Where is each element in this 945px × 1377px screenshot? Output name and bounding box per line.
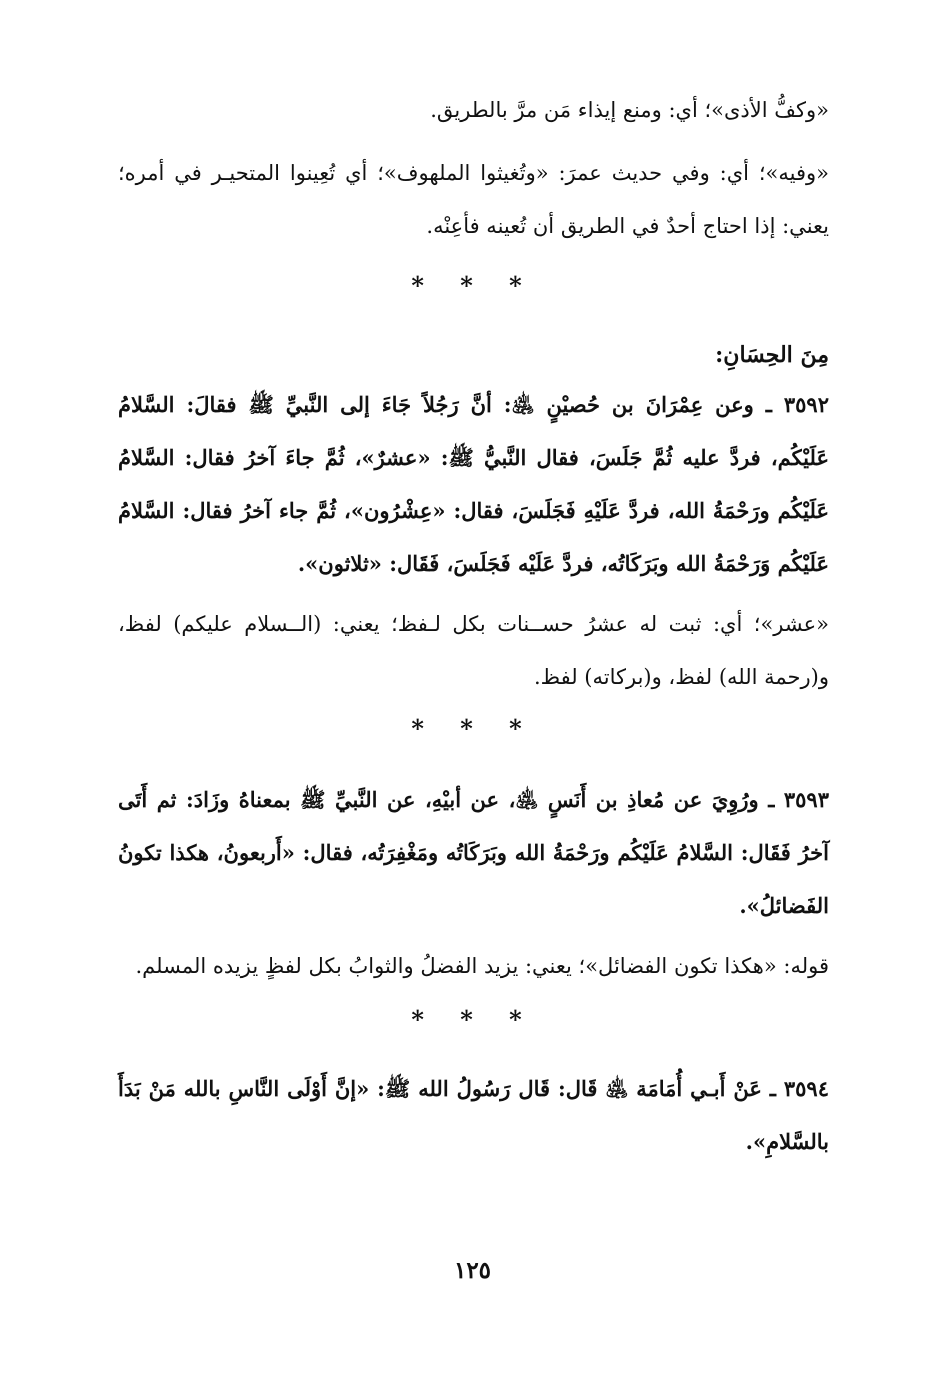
commentary-paragraph: «عشر»؛ أي: ثبت له عشرُ حســنات بكل لـفظ؛ يعني: (الــسلام عليكم) لفظ، و(رحمة الله) لفظ، و(بركاته) لفظ. (118, 612, 829, 689)
section-divider: * * * (411, 271, 536, 300)
section-heading: مِنَ الحِسَانِ: (715, 342, 829, 368)
commentary-paragraph: «وفيه»؛ أي: وفي حديث عمرَ: «وتُغيثوا الملهوف»؛ أي تُعِينوا المتحيـر في أمره؛ يعني: إذا احتاج أحدٌ في الطريق أن تُعينه فأعِنْه. (118, 161, 829, 238)
section-divider: * * * (411, 1005, 536, 1034)
hadith-paragraph: ٣٥٩٢ ـ وعن عِمْرَانَ بن حُصيْنٍ ﵁: أنَّ رَجُلاً جَاءَ إلى النَّبيِّ ﷺ فقالَ: السَّلامُ عَلَيْكُم، فردَّ عليه ثُمَّ جَلَسَ، فقال النَّبيُّ ﷺ: «عشرٌ»، ثُمَّ جاءَ آخرُ فقال: السَّلامُ عَلَيْكُم ورَحْمَةُ الله، فردَّ عَلَيْهِ فَجَلَسَ، فقال: «عِشْرُون»، ثُمَّ جاء آخرُ فقال: السَّلامُ عَلَيْكُم وَرَحْمَةُ الله وبَرَكَاتُه، فردَّ عَلَيْه فَجَلَسَ، فَقَال: «ثلاثون». (118, 392, 829, 576)
commentary-paragraph: «وكفُّ الأذى»؛ أي: ومنع إيذاء مَن مرَّ بالطريق. (430, 98, 829, 122)
page-number: ١٢٥ (453, 1257, 492, 1284)
commentary-paragraph: قوله: «هكذا تكون الفضائل»؛ يعني: يزيد الفضلُ والثوابُ بكل لفظٍ يزيده المسلم. (135, 954, 829, 978)
hadith-paragraph: ٣٥٩٣ ـ ورُوِيَ عن مُعاذِ بن أَنَسٍ ﵁، عن أبيْهِ، عن النَّبيِّ ﷺ بمعناهُ وزَادَ: ثم أَتَى آخرُ فَقَال: السَّلامُ عَلَيْكُم ورَحْمَةُ الله وبَرَكَاتُه ومَغْفِرَتُه، فقال: «أَربعونُ، هكذا تكونُ الفَضائلُ». (118, 787, 829, 918)
hadith-paragraph: ٣٥٩٤ ـ عَنْ أَبـي أُمَامَة ﵁ قَال: قَال رَسُولُ الله ﷺ: «إنَّ أَوْلَى النَّاسِ بالله مَنْ بَدَأَ بالسَّلامِ». (118, 1076, 829, 1154)
section-divider: * * * (411, 714, 536, 743)
